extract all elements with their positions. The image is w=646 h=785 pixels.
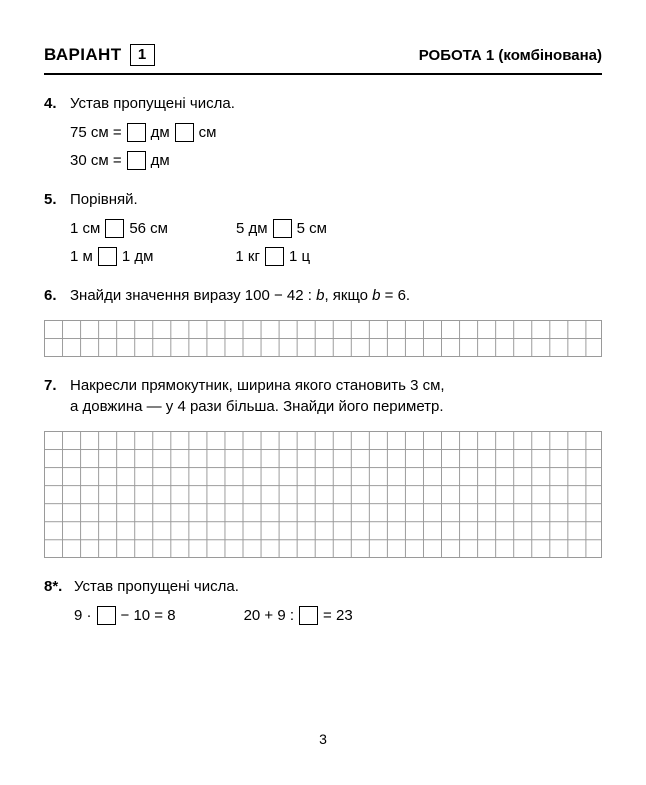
- task-8-left-text-2: − 10 = 8: [120, 607, 176, 624]
- page-header: [44, 44, 602, 75]
- task-4-l1-text-2: дм: [150, 124, 170, 141]
- task-7-line-2: а довжина — у 4 рази більша. Знайди його периметр.: [70, 398, 444, 415]
- task-5-l2-right-box[interactable]: [265, 247, 284, 266]
- task-6-number: 6.: [44, 287, 57, 304]
- task-5-l2-right-text-2: 1 ц: [288, 248, 311, 265]
- task-8-number: 8*.: [44, 578, 63, 595]
- task-4-title: Устав пропущені числа.: [70, 95, 235, 112]
- task-7-number: 7.: [44, 377, 57, 394]
- task-5-number: 5.: [44, 191, 57, 208]
- task-4-line-1: [70, 122, 602, 143]
- task-5-l1-left-text-1: 1 см: [70, 220, 101, 237]
- task-6-text-pre: Знайди значення виразу 100 − 42 :: [70, 287, 317, 304]
- task-8-body: [74, 576, 602, 626]
- task-8-right-text-1: 20 + 9 :: [243, 607, 295, 624]
- task-5: [44, 189, 602, 267]
- task-4-l2-text-1: 30 см =: [70, 152, 122, 169]
- task-6-text-mid: , якщо: [324, 287, 373, 304]
- task-6-title: [70, 285, 602, 306]
- task-5-l1-right-text-2: 5 см: [296, 220, 327, 237]
- task-4-l1-text-1: 75 см =: [70, 124, 122, 141]
- task-8-right-box[interactable]: [299, 606, 318, 625]
- task-7-body: [70, 375, 602, 417]
- task-5-l2-right-text-1: 1 кг: [235, 248, 260, 265]
- task-7-line-1: Накресли прямокутник, ширина якого становить 3 см,: [70, 377, 445, 394]
- work-title: РОБОТА 1 (комбінована): [418, 46, 602, 64]
- task-4-l2-text-2: дм: [150, 152, 170, 169]
- task-7: [44, 375, 602, 417]
- answer-grid-task-7[interactable]: [44, 431, 602, 558]
- task-8-left-box[interactable]: [97, 606, 116, 625]
- page-number: 3: [319, 731, 327, 747]
- task-5-body: [70, 189, 602, 267]
- task-4-line-2: [70, 150, 602, 171]
- task-5-line-2: [70, 246, 602, 267]
- task-6-body: [70, 285, 602, 306]
- task-8-right-text-2: = 23: [323, 607, 353, 624]
- task-4: [44, 93, 602, 171]
- task-8-line-1: [74, 605, 602, 626]
- task-4-body: [70, 93, 602, 171]
- task-8-title: Устав пропущені числа.: [74, 578, 239, 595]
- task-5-l2-left-text-1: 1 м: [70, 248, 93, 265]
- task-5-l1-left-text-2: 56 см: [129, 220, 168, 237]
- task-6: [44, 285, 602, 306]
- task-4-number: 4.: [44, 95, 57, 112]
- task-6-variable-1: b: [316, 287, 325, 304]
- task-5-title: Порівняй.: [70, 191, 138, 208]
- answer-grid-task-6[interactable]: [44, 320, 602, 357]
- variant-label: ВАРІАНТ: [44, 45, 122, 64]
- task-4-l2-box-1[interactable]: [127, 151, 146, 170]
- task-6-variable-2: b: [372, 287, 381, 304]
- task-5-l1-right-box[interactable]: [273, 219, 292, 238]
- task-6-text-post: = 6.: [380, 287, 411, 304]
- variant-number-box: 1: [130, 44, 155, 66]
- task-5-l1-left-box[interactable]: [105, 219, 124, 238]
- task-5-l1-right-text-1: 5 дм: [236, 220, 268, 237]
- task-4-l1-box-2[interactable]: [175, 123, 194, 142]
- task-4-l1-text-3: см: [198, 124, 217, 141]
- task-8-left-text-1: 9 ·: [74, 607, 92, 624]
- task-5-l2-left-box[interactable]: [98, 247, 117, 266]
- task-8: [44, 576, 602, 626]
- task-4-l1-box-1[interactable]: [127, 123, 146, 142]
- variant-group: [44, 44, 155, 66]
- task-5-l2-left-text-2: 1 дм: [121, 248, 154, 265]
- task-5-line-1: [70, 218, 602, 239]
